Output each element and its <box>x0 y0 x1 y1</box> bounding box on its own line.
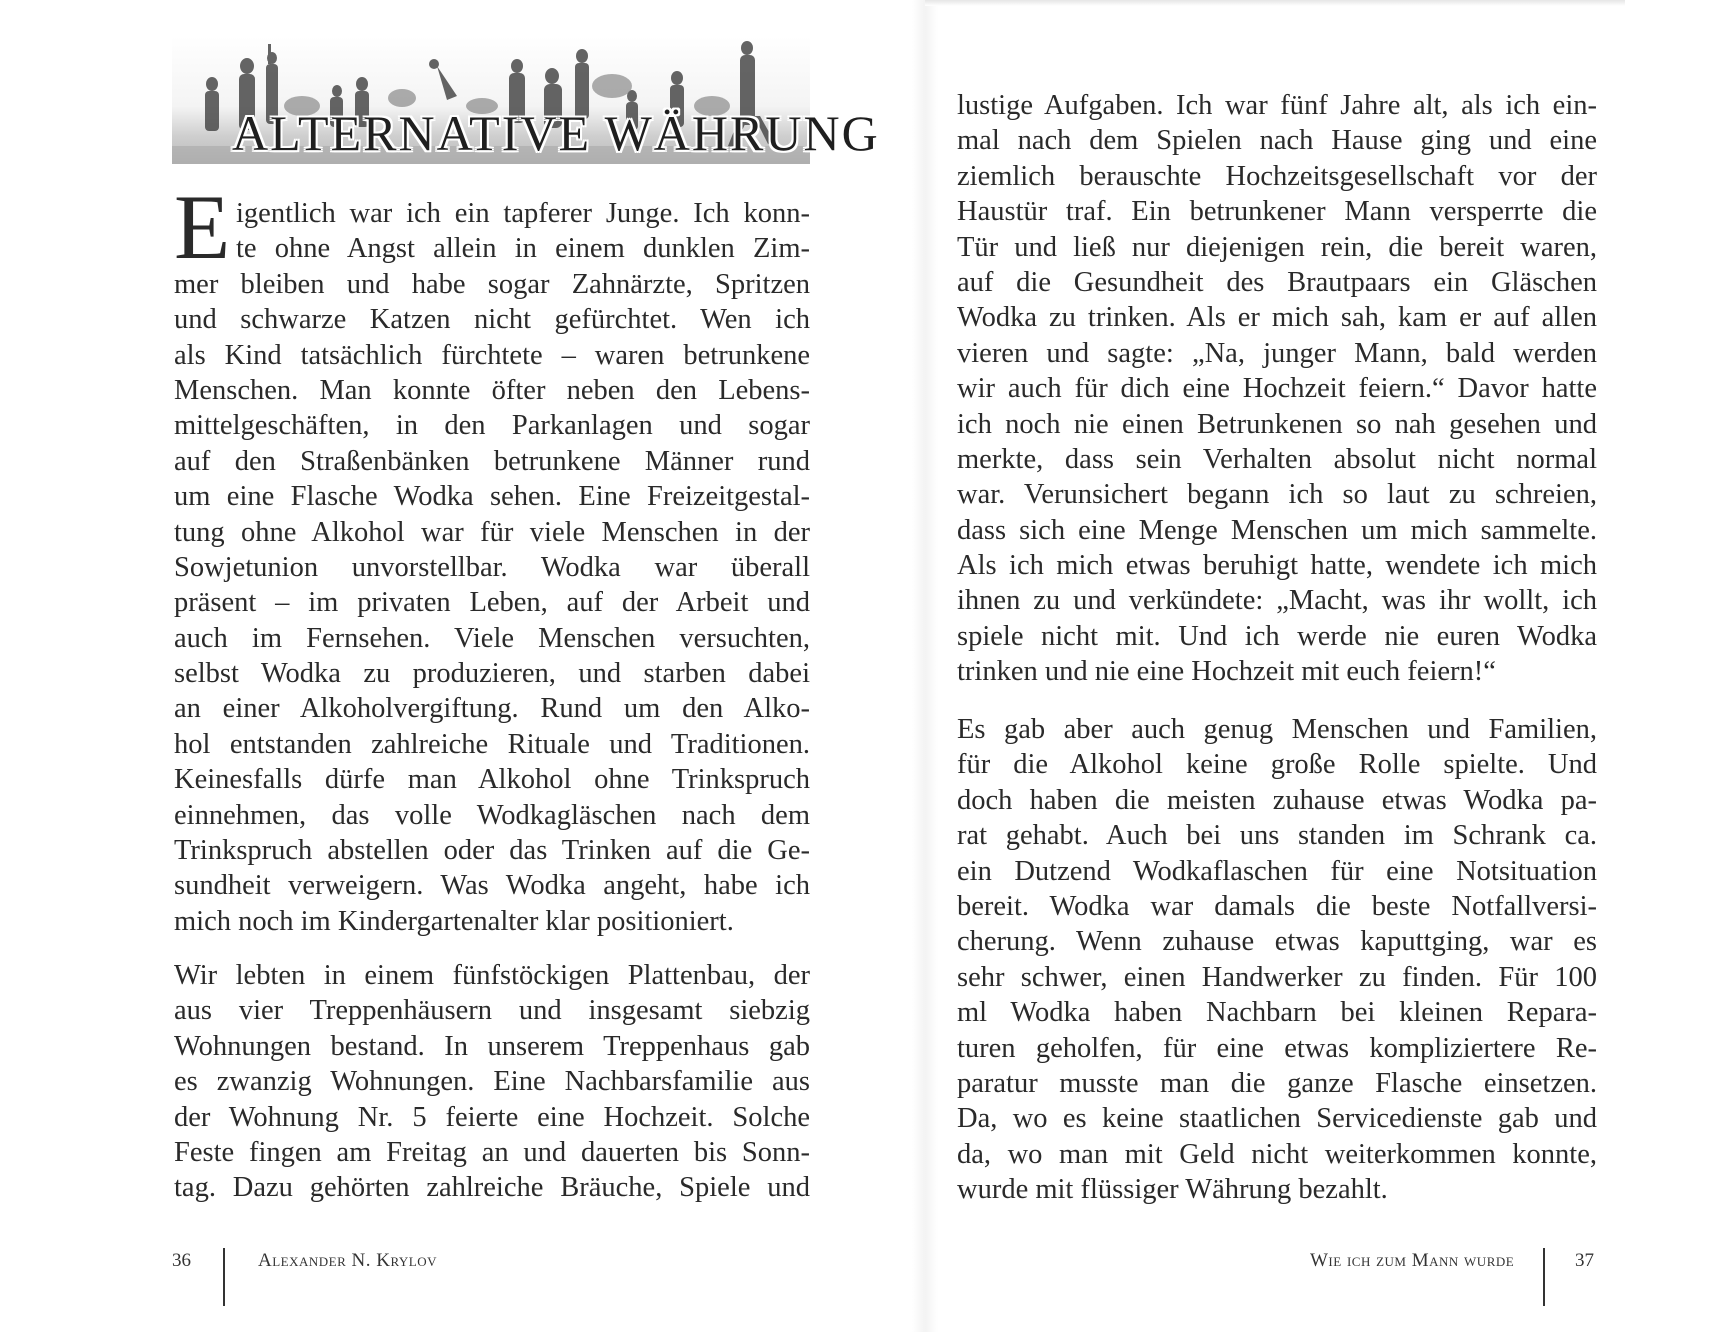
text-line: um eine Flasche Wodka sehen. Eine Freizeitgestal- <box>174 481 810 513</box>
text-line: an einer Alkoholvergiftung. Rund um den Alko- <box>174 693 810 725</box>
text-line: cherung. Wenn zuhause etwas kaputtging, war es <box>957 926 1597 958</box>
text-line: ein Dutzend Wodkaflaschen für eine Notsituation <box>957 855 1597 887</box>
text-line: sundheit verweigern. Was Wodka angeht, habe ich <box>174 870 810 902</box>
text-line: spiele nicht mit. Und ich werde nie euren Wodka <box>957 620 1597 652</box>
text-line: trinken und nie eine Hochzeit mit euch feiern!“ <box>957 656 1496 688</box>
text-line: für die Alkohol keine große Rolle spielte. Und <box>957 749 1597 781</box>
text-line: hol entstanden zahlreiche Rituale und Traditionen. <box>174 728 810 760</box>
text-line: tung ohne Alkohol war für viele Menschen in der <box>174 516 810 548</box>
text-line: ziemlich berauschte Hochzeitsgesellschaft vor der <box>957 160 1597 192</box>
text-line: Keinesfalls dürfe man Alkohol ohne Trinkspruch <box>174 764 810 796</box>
text-line: Trinkspruch abstellen oder das Trinken auf die Ge- <box>174 835 810 867</box>
footer-rule-right <box>1543 1248 1545 1306</box>
left-paragraph-1 <box>174 196 810 939</box>
text-line: auf die Gesundheit des Brautpaars ein Gläschen <box>957 266 1597 298</box>
text-line: paratur musste man die ganze Flasche einsetzen. <box>957 1067 1597 1099</box>
text-line: Haustür traf. Ein betrunkener Mann versperrte die <box>957 196 1597 228</box>
text-line: merkte, dass sein Verhalten absolut nicht normal <box>957 443 1597 475</box>
text-line: es zwanzig Wohnungen. Eine Nachbarsfamilie aus <box>174 1066 810 1098</box>
text-line: präsent – im privaten Leben, auf der Arbeit und <box>174 587 810 619</box>
text-line: mittelgeschäften, in den Parkanlagen und sogar <box>174 410 810 442</box>
text-line: Wodka zu trinken. Als er mich sah, kam er auf allen <box>957 302 1597 334</box>
text-line: tag. Dazu gehörten zahlreiche Bräuche, Spiele und <box>174 1172 810 1204</box>
text-line: als Kind tatsächlich fürchtete – waren betrunkene <box>174 339 810 371</box>
text-line: igentlich war ich ein tapferer Junge. Ich konn- <box>236 198 810 229</box>
text-line: ihnen zu und verkündete: „Macht, was ihr wollt, ich <box>957 585 1597 617</box>
text-line: einnehmen, das volle Wodkagläschen nach dem <box>174 799 810 831</box>
text-line: vieren und sagte: „Na, junger Mann, bald werden <box>957 337 1597 369</box>
text-line: Tür und ließ nur diejenigen rein, die bereit waren, <box>957 231 1597 263</box>
left-paragraph-2 <box>174 958 810 1206</box>
text-line: selbst Wodka zu produzieren, und starben dabei <box>174 658 810 690</box>
text-line: Feste fingen am Freitag an und dauerten bis Sonn- <box>174 1136 810 1168</box>
text-line: mer bleiben und habe sogar Zahnärzte, Spritzen <box>174 268 810 300</box>
right-paragraph-1 <box>957 88 1597 690</box>
text-line: lustige Aufgaben. Ich war fünf Jahre alt, als ich ein- <box>957 90 1597 121</box>
text-line: Da, wo es keine staatlichen Servicedienste gab und <box>957 1103 1597 1135</box>
text-line: turen geholfen, für eine etwas kompliziertere Re- <box>957 1032 1597 1064</box>
text-line: doch haben die meisten zuhause etwas Wodka pa- <box>957 784 1597 816</box>
right-paragraph-2 <box>957 712 1597 1207</box>
footer-author: Alexander N. Krylov <box>258 1250 438 1271</box>
text-line: auch im Fernsehen. Viele Menschen versuchten, <box>174 622 810 654</box>
text-line: ich noch nie einen Betrunkenen so nah gesehen und <box>957 408 1597 440</box>
footer-rule-left <box>223 1248 225 1306</box>
text-line: rat gehabt. Auch bei uns standen im Schrank ca. <box>957 820 1597 852</box>
page-number-right: 37 <box>1575 1250 1594 1271</box>
drop-cap: E <box>174 176 231 278</box>
text-line: aus vier Treppenhäusern und insgesamt siebzig <box>174 995 810 1027</box>
text-line: Sowjetunion unvorstellbar. Wodka war überall <box>174 551 810 583</box>
chapter-banner <box>172 36 880 164</box>
text-line: Wohnungen bestand. In unserem Treppenhaus gab <box>174 1030 810 1062</box>
text-line: mal nach dem Spielen nach Hause ging und eine <box>957 125 1597 157</box>
text-line: Wir lebten in einem fünfstöckigen Plattenbau, der <box>174 960 810 991</box>
text-line: Als ich mich etwas beruhigt hatte, wendete ich mich <box>957 550 1597 582</box>
text-line: wurde mit flüssiger Währung bezahlt. <box>957 1174 1388 1206</box>
text-line: ml Wodka haben Nachbarn bei kleinen Repara- <box>957 997 1597 1029</box>
text-line: wir auch für dich eine Hochzeit feiern.“ Davor hatte <box>957 373 1597 405</box>
text-line: und schwarze Katzen nicht gefürchtet. Wen ich <box>174 304 810 336</box>
text-line: auf den Straßenbänken betrunkene Männer rund <box>174 445 810 477</box>
chapter-title: ALTERNATIVE WÄHRUNG <box>232 105 880 161</box>
text-line: war. Verunsichert begann ich so laut zu schreien, <box>957 479 1597 511</box>
text-line: der Wohnung Nr. 5 feierte eine Hochzeit. Solche <box>174 1101 810 1133</box>
page-number-left: 36 <box>172 1250 191 1271</box>
text-line: dass sich eine Menge Menschen um mich sammelte. <box>957 514 1597 546</box>
text-line: bereit. Wodka war damals die beste Notfallversi- <box>957 890 1597 922</box>
footer-running-title: Wie ich zum Mann wurde <box>1310 1250 1515 1271</box>
text-line: Es gab aber auch genug Menschen und Familien, <box>957 714 1597 745</box>
text-line: mich noch im Kindergartenalter klar positioniert. <box>174 905 734 937</box>
text-line: da, wo man mit Geld nicht weiterkommen konnte, <box>957 1138 1597 1170</box>
text-line: sehr schwer, einen Handwerker zu finden. Für 100 <box>957 961 1597 993</box>
text-line: Menschen. Man konnte öfter neben den Lebens- <box>174 374 810 406</box>
text-line: te ohne Angst allein in einem dunklen Zim- <box>236 233 810 265</box>
